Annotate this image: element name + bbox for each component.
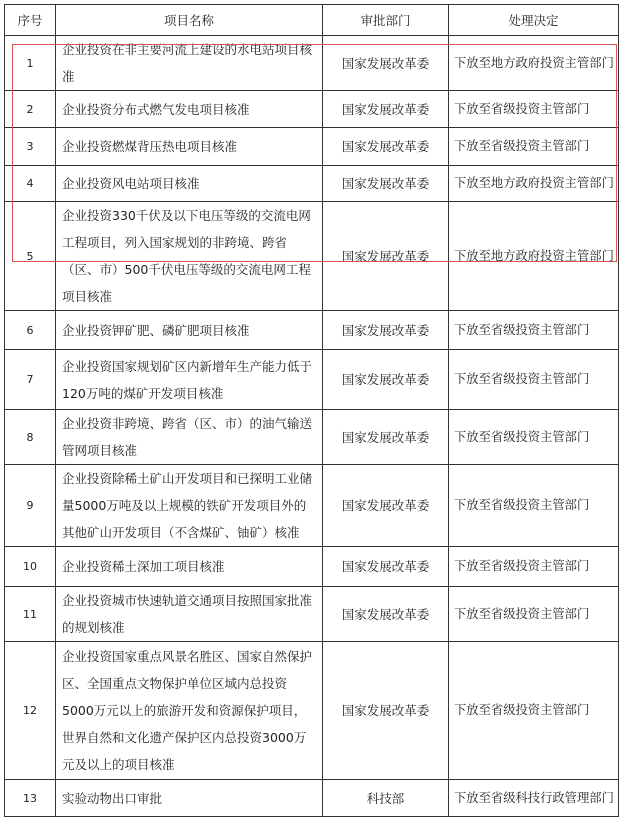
project-name: 企业投资城市快速轨道交通项目按照国家批准的规划核准 xyxy=(56,587,323,642)
approval-items-table xyxy=(4,4,619,817)
table-row xyxy=(5,410,619,465)
row-number: 13 xyxy=(5,780,56,817)
approval-department: 国家发展改革委 xyxy=(323,91,449,128)
decision: 下放至地方政府投资主管部门 xyxy=(449,166,619,202)
project-name: 企业投资在非主要河流上建设的水电站项目核准 xyxy=(56,36,323,91)
decision: 下放至省级投资主管部门 xyxy=(449,465,619,547)
approval-department: 国家发展改革委 xyxy=(323,587,449,642)
decision: 下放至省级投资主管部门 xyxy=(449,547,619,587)
table-row xyxy=(5,780,619,817)
project-name: 企业投资稀土深加工项目核准 xyxy=(56,547,323,587)
table-row xyxy=(5,91,619,128)
header-name: 项目名称 xyxy=(56,5,323,36)
table-row xyxy=(5,311,619,350)
table-row xyxy=(5,547,619,587)
table-row xyxy=(5,465,619,547)
approval-department: 国家发展改革委 xyxy=(323,547,449,587)
table-row xyxy=(5,128,619,166)
approval-department: 国家发展改革委 xyxy=(323,128,449,166)
decision: 下放至省级投资主管部门 xyxy=(449,642,619,780)
decision: 下放至地方政府投资主管部门 xyxy=(449,202,619,311)
decision: 下放至地方政府投资主管部门 xyxy=(449,36,619,91)
row-number: 8 xyxy=(5,410,56,465)
row-number: 5 xyxy=(5,202,56,311)
table-row xyxy=(5,587,619,642)
approval-department: 国家发展改革委 xyxy=(323,36,449,91)
decision: 下放至省级投资主管部门 xyxy=(449,587,619,642)
table-row xyxy=(5,36,619,91)
row-number: 2 xyxy=(5,91,56,128)
decision: 下放至省级科技行政管理部门 xyxy=(449,780,619,817)
project-name: 企业投资除稀土矿山开发项目和已探明工业储量5000万吨及以上规模的铁矿开发项目外的其他矿山开发项目（不含煤矿、铀矿）核准 xyxy=(56,465,323,547)
project-name: 实验动物出口审批 xyxy=(56,780,323,817)
decision: 下放至省级投资主管部门 xyxy=(449,311,619,350)
approval-department: 国家发展改革委 xyxy=(323,465,449,547)
header-department: 审批部门 xyxy=(323,5,449,36)
project-name: 企业投资燃煤背压热电项目核准 xyxy=(56,128,323,166)
project-name: 企业投资钾矿肥、磷矿肥项目核准 xyxy=(56,311,323,350)
approval-department: 国家发展改革委 xyxy=(323,202,449,311)
row-number: 9 xyxy=(5,465,56,547)
table-row xyxy=(5,166,619,202)
decision: 下放至省级投资主管部门 xyxy=(449,91,619,128)
row-number: 10 xyxy=(5,547,56,587)
approval-department: 科技部 xyxy=(323,780,449,817)
row-number: 11 xyxy=(5,587,56,642)
project-name: 企业投资非跨境、跨省（区、市）的油气输送管网项目核准 xyxy=(56,410,323,465)
project-name: 企业投资330千伏及以下电压等级的交流电网工程项目，列入国家规划的非跨境、跨省（区、市）500千伏电压等级的交流电网工程项目核准 xyxy=(56,202,323,311)
project-name: 企业投资国家规划矿区内新增年生产能力低于120万吨的煤矿开发项目核准 xyxy=(56,350,323,410)
project-name: 企业投资风电站项目核准 xyxy=(56,166,323,202)
project-name: 企业投资分布式燃气发电项目核准 xyxy=(56,91,323,128)
decision: 下放至省级投资主管部门 xyxy=(449,410,619,465)
table-header-row xyxy=(5,5,619,36)
approval-department: 国家发展改革委 xyxy=(323,350,449,410)
header-number: 序号 xyxy=(5,5,56,36)
row-number: 3 xyxy=(5,128,56,166)
table-row xyxy=(5,202,619,311)
approval-department: 国家发展改革委 xyxy=(323,166,449,202)
row-number: 7 xyxy=(5,350,56,410)
approval-department: 国家发展改革委 xyxy=(323,410,449,465)
row-number: 12 xyxy=(5,642,56,780)
approval-department: 国家发展改革委 xyxy=(323,642,449,780)
header-decision: 处理决定 xyxy=(449,5,619,36)
approval-department: 国家发展改革委 xyxy=(323,311,449,350)
decision: 下放至省级投资主管部门 xyxy=(449,128,619,166)
decision: 下放至省级投资主管部门 xyxy=(449,350,619,410)
row-number: 4 xyxy=(5,166,56,202)
row-number: 1 xyxy=(5,36,56,91)
row-number: 6 xyxy=(5,311,56,350)
table-row xyxy=(5,642,619,780)
project-name: 企业投资国家重点风景名胜区、国家自然保护区、全国重点文物保护单位区域内总投资5000万元以上的旅游开发和资源保护项目，世界自然和文化遗产保护区内总投资3000万元及以上的项目核准 xyxy=(56,642,323,780)
table-row xyxy=(5,350,619,410)
